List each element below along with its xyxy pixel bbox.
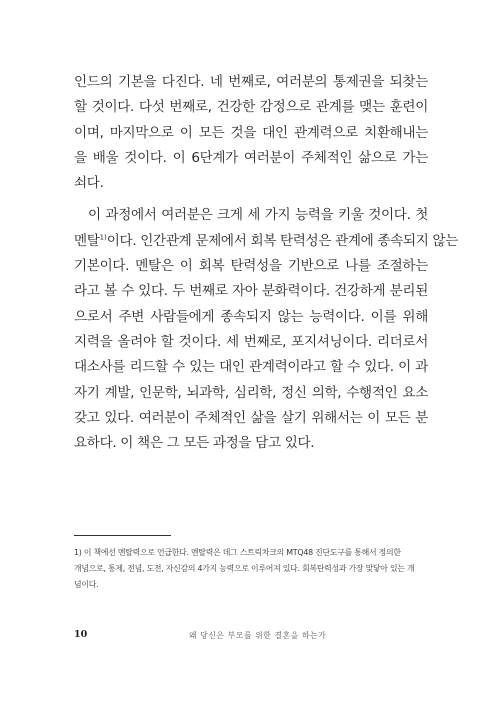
footnote-divider: [74, 535, 171, 536]
text-line: 할 것이다. 다섯 번째로, 건강한 감정으로 관계를 맺는 훈련이: [74, 99, 428, 116]
text-line: 으로서 주변 사람들에게 종속되지 않는 능력이다. 이를 위해: [74, 308, 428, 325]
text-line: 요하다. 이 책은 그 모든 과정을 담고 있다.: [74, 435, 315, 452]
footnote: [74, 545, 430, 593]
text-line: 지력을 올려야 할 것이다. 세 번째로, 포지셔닝이다. 리더로서: [74, 333, 428, 350]
body-text: [74, 70, 459, 456]
text-line: 이며, 마지막으로 이 모든 것을 대인 관계력으로 치환해내는: [74, 124, 428, 141]
text-line: 인드의 기본을 다진다. 네 번째로, 여러분의 통제권을 되찾는: [74, 74, 428, 90]
text-line: 대소사를 리드할 수 있는 대인 관계력이라고 할 수 있다. 이 과: [74, 359, 428, 376]
page-number: 10: [74, 629, 88, 640]
text-fragment: 이다. 인간관계 문제에서 회복 탄력성은 관계에 종속되지 않는: [106, 232, 459, 249]
text-line: [74, 229, 459, 254]
text-line: 자기 계발, 인문학, 뇌과학, 심리학, 정신 의학, 수행적인 요소: [74, 384, 428, 401]
footnote-reference[interactable]: 1): [99, 233, 107, 242]
text-line: 갖고 있다. 여러분이 주체적인 삶을 살기 위해서는 이 모든 분: [74, 409, 428, 426]
text-line: 쇠다.: [74, 175, 104, 192]
text-line: 라고 볼 수 있다. 두 번째로 자아 분화력이다. 건강하게 분리된: [74, 283, 428, 300]
text-fragment: 멘탈: [74, 232, 100, 249]
footnote-line: 개념으로, 통제, 전념, 도전, 자신감의 4가지 능력으로 이루어져 있다. 회복탄력성과 가장 맞닿아 있는 개: [74, 564, 415, 573]
text-line: 기본이다. 멘탈은 이 회복 탄력성을 기반으로 나를 조절하는: [74, 258, 428, 275]
footnote-line: 념이다.: [74, 580, 99, 589]
text-line: 을 배울 것이다. 이 6단계가 여러분이 주체적인 삶으로 가는: [74, 149, 428, 166]
footnote-line: 1) 이 책에선 멘탈력으로 언급한다. 멘탈력은 데그 스트릭차크의 MTQ48 진단도구를 통해서 정의한: [74, 548, 401, 557]
text-line: 이 과정에서 여러분은 크게 세 가지 능력을 키울 것이다. 첫: [88, 207, 428, 224]
running-head: 왜 당신은 부모를 위한 결혼을 하는가: [189, 631, 327, 640]
